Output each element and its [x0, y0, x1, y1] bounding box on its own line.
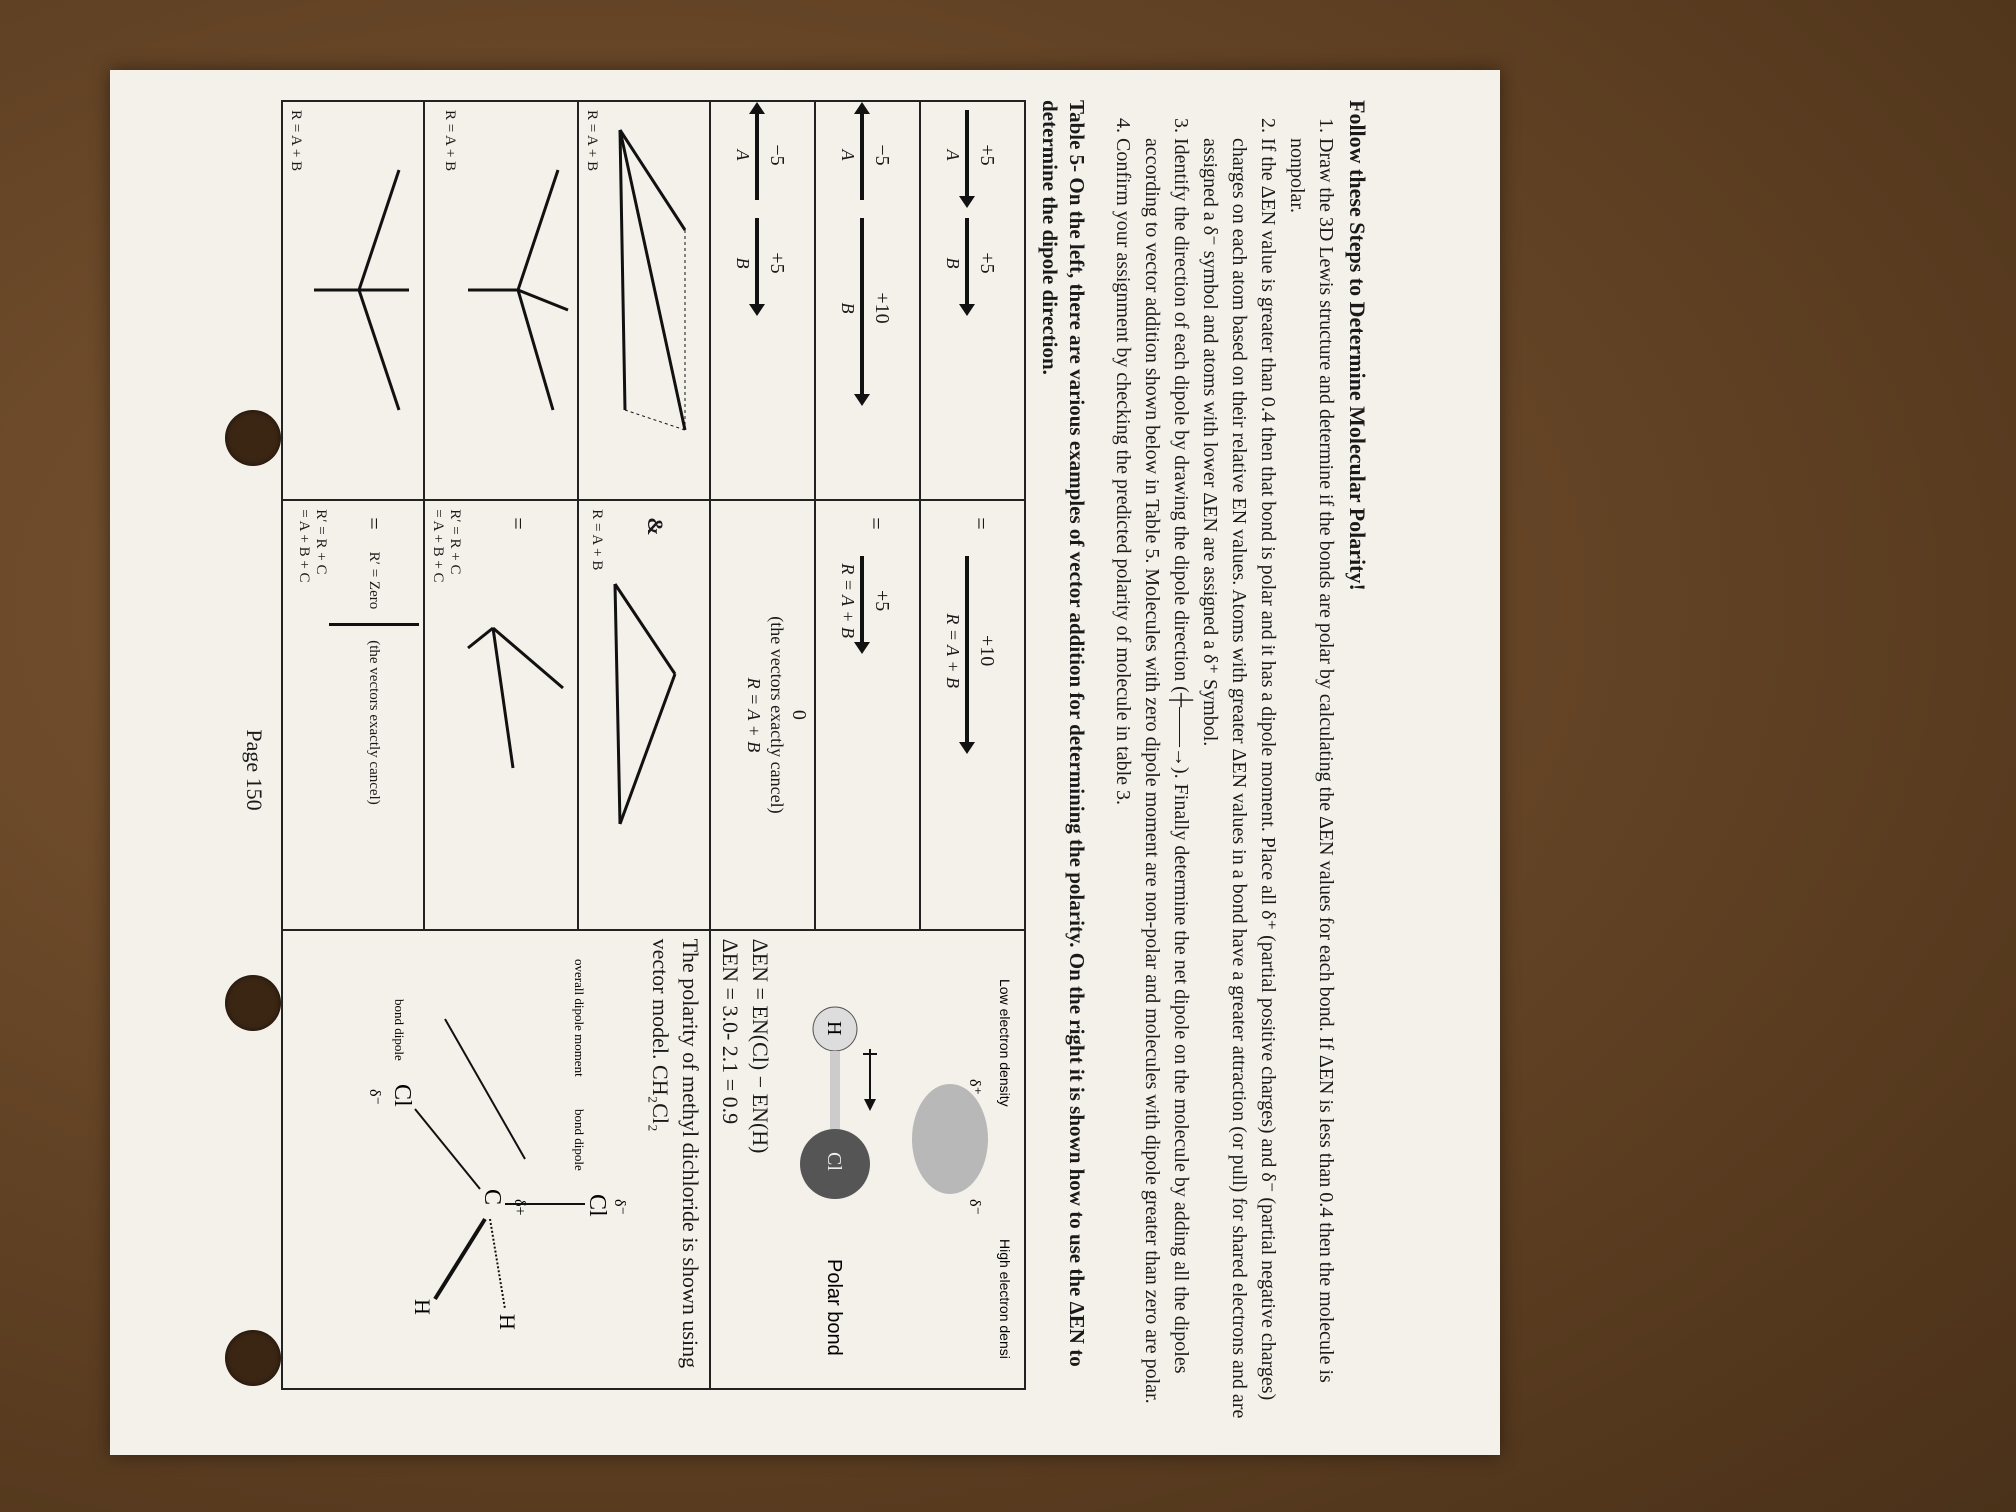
three-vector-diagram [463, 110, 573, 470]
vector-arrow-r [860, 556, 864, 646]
vector-arrow-b [965, 218, 969, 308]
delta-minus: δ⁻ [966, 1198, 983, 1215]
svg-text:Cl: Cl [389, 1083, 415, 1107]
svg-text:H: H [495, 1313, 520, 1330]
r2-left: −5 A +10 B [815, 101, 920, 500]
svg-text:δ⁻: δ⁻ [366, 1088, 383, 1105]
svg-text:H: H [823, 1020, 845, 1036]
svg-text:Cl: Cl [584, 1193, 610, 1217]
r4-left: R = A + B [578, 101, 710, 500]
step-2: 2. If the ΔEN value is greater than 0.4 then that bond is polar and it has a dipole moment. Place all δ⁺ (partial positive charges) and δ⁻ (partial negative charges) charges on each atom based on their relative EN values. Atoms with greater ΔEN values in a bond have a greater attraction (or pull) for shared electrons and are assigned a δ⁻ symbol and atoms with lower ΔEN are assigned a δ⁺ Symbol. [1195, 138, 1282, 1440]
svg-text:C: C [479, 1188, 505, 1205]
low-density-label: Low electron density [997, 978, 1013, 1107]
page-heading: Follow these Steps to Determine Molecular Polarity! [1345, 100, 1370, 591]
bond-dipole-label: bond dipole [572, 1108, 587, 1171]
cancel-vector-diagram [309, 110, 419, 470]
r2-right: = +5 R = A + B [815, 500, 920, 929]
delta-plus: δ⁺ [966, 1078, 983, 1095]
r3-right: 0 (the vectors exactly cancel) R = A + B [710, 500, 815, 929]
page-number: Page 150 [242, 729, 267, 811]
svg-text:bond dipole: bond dipole [392, 998, 407, 1061]
electron-cloud [912, 1084, 988, 1194]
svg-text:Cl: Cl [823, 1151, 845, 1171]
r4-right: & R = A + B [578, 500, 710, 929]
polar-bond-label: Polar bond [823, 1258, 845, 1356]
vector-arrow-b [755, 218, 759, 308]
vector-arrow-a [965, 110, 969, 200]
r5-left: R = A + B [424, 101, 578, 500]
overall-dipole-label: overall dipole moment [572, 958, 587, 1077]
vector-arrow-r [965, 556, 969, 746]
polar-bond-cell [710, 930, 1025, 1389]
r5-right: = R′ = R + C = A + B + C [424, 500, 578, 929]
r3-left: −5 A +5 B [710, 101, 815, 500]
molecule-cell [282, 930, 710, 1389]
paper-sheet [110, 70, 1500, 1455]
svg-text:δ+: δ+ [511, 1198, 528, 1216]
zero-vector-line [329, 623, 419, 626]
delta-en-eq2: ΔEN = 3.0- 2.1 = 0.9 [718, 938, 743, 1125]
delta-en-eq1: ΔEN = EN(Cl) − EN(H) [748, 938, 773, 1154]
step-1: 1. Draw the 3D Lewis structure and determine if the bonds are polar by calculating the ΔEN values for each bond. If ΔEN is less than 0.4 then the molecule is nonpolar. [1282, 138, 1340, 1440]
polar-bond-diagram [780, 939, 1020, 1359]
table-caption: Table 5- On the left, there are various examples of vector addition for determining the polarity. On the right it is shown how to use the ΔEN to determine the dipole direction. [1038, 100, 1089, 1367]
svg-text:δ⁻: δ⁻ [611, 1198, 628, 1215]
vector-arrow-b [860, 218, 864, 398]
resultant-diagram [463, 568, 573, 808]
triangle-diagram [605, 564, 705, 864]
high-density-label: High electron density [997, 1238, 1013, 1359]
page-content [110, 100, 1370, 1440]
r6-left: R = A + B [282, 101, 424, 500]
methyl-dichloride-text: The polarity of methyl dichloride is shown using vector model. CH₂Cl₂ [648, 938, 703, 1369]
vector-arrow-a [860, 110, 864, 200]
r1-left: +5 A +5 B [920, 101, 1025, 500]
vector-arrow-a [755, 110, 759, 200]
parallelogram-diagram [605, 110, 705, 470]
ch2cl2-vector-diagram [345, 939, 645, 1359]
r1-right: = +10 R = A + B [920, 500, 1025, 929]
vector-table [281, 100, 1026, 1390]
r6-right: = R′ = Zero (the vectors exactly cancel) R′ = R + C = A + B + C [282, 500, 424, 929]
svg-text:H: H [410, 1298, 435, 1315]
step-3: 3. Identify the direction of each dipole by drawing the dipole direction (┼——→). Finally determine the net dipole on the molecule by adding all the dipoles according to vector addition shown below in Table 5. Molecules with zero dipole moment are non-polar and molecules with dipole greater than zero are polar. [1137, 138, 1195, 1440]
step-4: 4. Confirm your assignment by checking the predicted polarity of molecule in table 3. [1108, 138, 1137, 1440]
steps-list [1108, 100, 1340, 1440]
